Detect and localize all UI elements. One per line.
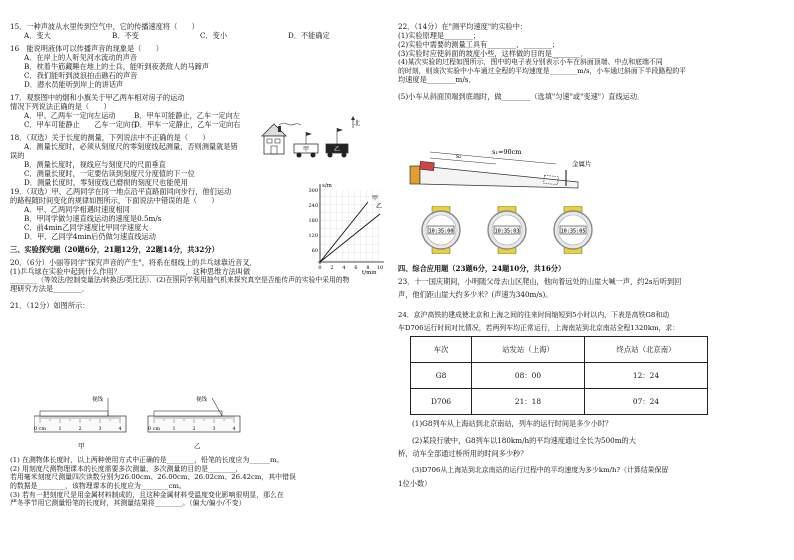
- q15-option-d: D．不能确定: [288, 31, 330, 40]
- q16-option-c: C．我们能听到波浪拍击礁石的声音: [24, 71, 138, 80]
- sight-line-label: 视线: [92, 397, 104, 403]
- y-tick-label: 180: [308, 218, 318, 224]
- q16-option-a: A．在岸上的人听见河水流动的声音: [24, 53, 138, 62]
- y-tick-label: 60: [311, 248, 318, 254]
- q24-sub-2: (2)某段行驶中，G8列车以180km/h的平均速度通过全长为500m的大: [412, 436, 636, 446]
- ruler-tick-label: 4: [232, 427, 236, 432]
- q18-stem: 18．（双选）关于长度的测量，下列说法中不正确的是（ ）: [10, 133, 210, 142]
- q21-line-5: (3) 若有一把刻度尺是用金属材料制成的，且这种金属材料受温度变化影响很明显，那么在: [10, 490, 284, 499]
- q15-stem: 15．一种声波从水里传到空气中，它的传播速度将（ ）: [10, 22, 199, 31]
- q21-line-3: 若用毫米刻度尺测量四次读数分别为26.00cm、26.00cm、26.02cm、26.42cm，其中错误: [10, 473, 296, 482]
- q17-stem2: 情况下列说法正确的是（ ）: [10, 102, 111, 111]
- q22-line-6: 的时刻，则该次实验中小车通过全程的平均速度是________m/s，小车通过斜面下半段路程的平: [398, 66, 687, 75]
- sight-line-label: 视线: [196, 397, 208, 403]
- q20-line-3: ________（等效法/控制变量法/转换法/类比法）．(2)在照同学利用抽气机来探究真空是否能传声的实验中采用的物: [10, 276, 350, 284]
- q22-line-7: 均速度是________m/s．: [398, 75, 476, 85]
- q24-sub-3: (3)D706从上海站到北京南站的运行过程中的平均速度为多少km/h?（计算结果保留: [412, 466, 669, 475]
- label-yi: 乙: [376, 203, 383, 210]
- table-header: 车次: [411, 337, 472, 363]
- table-row: [411, 363, 708, 389]
- q21-rulers-figure: [34, 394, 244, 450]
- q20-line-1: 20．（6分）小丽等同学"探究声音的产生"，将系在细线上的乒乓球靠近音叉．: [10, 258, 257, 267]
- q18-option-a: A．测量长度时，必须从刻度尺的零刻度线起测量，否则测量就是错: [24, 142, 238, 151]
- half-distance-label: s₂: [456, 153, 462, 160]
- q17-figure: [256, 116, 360, 164]
- q22-incline-figure: [406, 136, 606, 200]
- ruler-tick-label: 1: [58, 427, 62, 432]
- q19-option-b: B．甲同学做匀速直线运动的速度是0.5m/s: [24, 214, 162, 223]
- section-4: [398, 264, 782, 488]
- clock-icon: [478, 206, 536, 254]
- q16-stem: 16 能说明液体可以传播声音的现象是（ ）: [10, 44, 163, 53]
- q24-sub-1: (1)G8列车从上海站到北京南站，列车的运行时间是多少小时？: [412, 419, 613, 429]
- q15-options: [10, 31, 388, 40]
- q16-option-b: B．枕着牛筋藏睡在地上的士兵，能听到夜袭敌人的马蹄声: [24, 62, 209, 71]
- north-arrow-icon: [351, 116, 360, 128]
- car-jia-icon: [294, 132, 318, 158]
- q22-line-9: (5)小车从斜面顶端到底端时，做________（选填"匀速"或"变速"）直线运动．: [398, 92, 645, 102]
- q15-option-a: A．变大: [24, 31, 51, 40]
- table-cell: 07：24: [585, 389, 708, 415]
- table-header: 站发站（上海）: [472, 337, 585, 363]
- x-tick-label: 8: [366, 265, 370, 271]
- table-cell: D706: [411, 389, 472, 415]
- y-tick-label: 120: [308, 233, 318, 239]
- ruler-tick-label: 0 cm: [34, 427, 46, 432]
- q24-sub-2-cont: 桥，动车全部通过桥所用的时间多少秒？: [398, 449, 528, 459]
- train-schedule-table: [410, 336, 708, 415]
- q20-line-2: (1)乒乓球在实验中起到什么作用？__________________．这种思维方法叫做: [10, 267, 251, 276]
- y-tick-labels: [308, 188, 318, 254]
- q19-stem: 19．（双选）甲、乙两同学在同一地点沿平直路面同向步行，他们运动: [10, 187, 232, 196]
- ruler-label-jia: 甲: [78, 442, 85, 450]
- ruler-tick-label: 2: [78, 427, 82, 432]
- clock-time-2: 10:35:03: [494, 228, 520, 235]
- right-column: [398, 22, 782, 101]
- q19-option-c: C．前4min乙同学速度比甲同学速度大: [24, 223, 149, 232]
- ruler-jia: [34, 395, 126, 432]
- q22-line-4: (3)实验时应使斜面的坡度小些，这样做的目的是________．: [398, 49, 588, 58]
- q18-option-a-cont: 误的: [10, 151, 25, 160]
- label-jia: 甲: [372, 195, 379, 202]
- table-cell: 08：00: [472, 363, 585, 389]
- table-row: [411, 389, 708, 415]
- section-3-heading: 三、实验探究题（20题6分，21题12分，22题14分，共32分）: [10, 245, 219, 254]
- q19-st-graph: [300, 180, 386, 276]
- q20-line-4: 理研究方法是________．: [10, 284, 90, 294]
- y-unit: s/m: [322, 183, 332, 189]
- ruler-tick-label: 1: [172, 427, 176, 432]
- x-tick-label: 10: [376, 265, 384, 271]
- q16-option-d: D．潜水员能听到岸上的讲话声: [24, 80, 124, 89]
- table-header-row: [411, 337, 708, 363]
- q21-line-4: 的数据是________，该物理课本的长度应为________cm。: [10, 481, 186, 490]
- clock-icon: [544, 206, 602, 254]
- q24-sub-3-cont: 1位小数）: [398, 478, 432, 488]
- metal-plate-label: 金属片: [572, 160, 592, 168]
- car-yi-icon: [326, 128, 348, 158]
- section-4-heading: 四、综合应用题（23题6分，24题10分，共16分）: [398, 264, 566, 273]
- x-unit: t/min: [362, 270, 377, 276]
- ruler-label-yi: 乙: [194, 442, 201, 450]
- q17-option-b: B．甲车可能静止，乙车一定向左: [134, 111, 240, 120]
- q22-clocks: [412, 206, 612, 258]
- q17-option-c: C．甲车可能静止 乙车一定向右: [24, 120, 138, 129]
- clock-icon: [412, 206, 470, 254]
- q24-line-1: 24．京沪高铁的建成使北京和上海之间的往来时间缩短到5小时以内，下表是高铁G8和动: [398, 311, 670, 319]
- q15-option-c: C．变小: [200, 31, 228, 40]
- q21-line-2: (2) 用刻度尺测物理课本的长度需要多次测量，多次测量的目的是________，: [10, 464, 243, 473]
- y-tick-label: 300: [308, 188, 318, 194]
- clock-time-3: 10:35:05: [560, 228, 586, 235]
- distance-label: s₁=90cm: [492, 148, 522, 156]
- clock-time-1: 10:35:00: [428, 228, 454, 235]
- q23-line-2: 声，他们距山崖大约多少米？(声速为340m/s)。: [398, 290, 553, 299]
- q18-option-b: B．测量长度时，视线应与刻度尺的尺面垂直: [24, 160, 166, 169]
- q15-option-b: B．不变: [112, 31, 139, 40]
- y-tick-label: 240: [308, 203, 318, 209]
- ruler-tick-label: 2: [192, 427, 196, 432]
- x-tick-label: 6: [354, 265, 358, 271]
- ruler-tick-label: 3: [212, 427, 216, 432]
- q17-option-a: A．甲、乙两车一定向左运动: [24, 111, 116, 120]
- q24-line-2: 车D706运行时间对比情况，若两列车均正常运行，上海南站到北京南站全程1320km，求：: [398, 323, 680, 332]
- table-header: 终点站（北京南）: [585, 337, 708, 363]
- car-jia-label: 甲: [303, 146, 310, 153]
- q22-line-3: (2)实验中需要的测量工具有________、________；: [398, 40, 560, 49]
- x-tick-label: 4: [342, 265, 346, 271]
- q18-option-d: D．测量长度时，零刻度线已磨损的刻度尺也能使用: [24, 178, 188, 187]
- ruler-tick-label: 3: [98, 427, 102, 432]
- q19-stem2: 的路程随时间变化的规律如图所示，下面说法中错误的是（ ）: [10, 196, 219, 205]
- q21-heading: 21．（12分）如图所示：: [10, 301, 90, 311]
- table-cell: G8: [411, 363, 472, 389]
- q23-line-1: 23．十一国庆期间，小明随父母去山区爬山，他向着远处的山崖大喊一声，约2s后听到回: [398, 277, 682, 286]
- q17-option-d: D．甲车一定静止，乙车一定向右: [134, 120, 241, 129]
- q19-option-d: D．甲、乙同学4min后仍做匀速直线运动: [24, 232, 156, 241]
- ruler-yi: [148, 395, 240, 432]
- q21-sub-questions: [10, 456, 390, 508]
- x-tick-label: 2: [330, 265, 334, 271]
- table-cell: 12：24: [585, 363, 708, 389]
- q17-stem: 17．观察图中的烟和小旗关于甲乙两车相对房子的运动: [10, 93, 185, 102]
- q22-line-2: (1)实验原理是________；: [398, 31, 481, 40]
- ruler-tick-label: 0 cm: [148, 427, 160, 432]
- q19-option-a: A．甲、乙两同学相遇时速度相同: [24, 205, 130, 214]
- x-tick-label: 0: [318, 265, 322, 271]
- q22-line-1: 22．（14分）在"测平均速度"的实验中：: [398, 22, 528, 31]
- q18-option-c: C．测量长度时，一定要估读到刻度尺分度值的下一位: [24, 169, 195, 178]
- ruler-tick-label: 4: [118, 427, 122, 432]
- north-label: 北: [354, 120, 360, 127]
- car-yi-label: 乙: [334, 146, 341, 153]
- q22-line-5: (4)某次实验的过程如图所示，图中的电子表分别表示小车在斜面顶端、中点和底端不同: [398, 58, 663, 66]
- q21-line-1: (1) 在测物体长度时，以上两种使用方式中正确的是________，铅笔的长度应为______m。: [10, 456, 284, 464]
- q21-line-6: 严冬季节用它测量铅笔的长度时，其测量结果将________。（偏大/偏小/不变）: [10, 499, 246, 508]
- table-cell: 21：18: [472, 389, 585, 415]
